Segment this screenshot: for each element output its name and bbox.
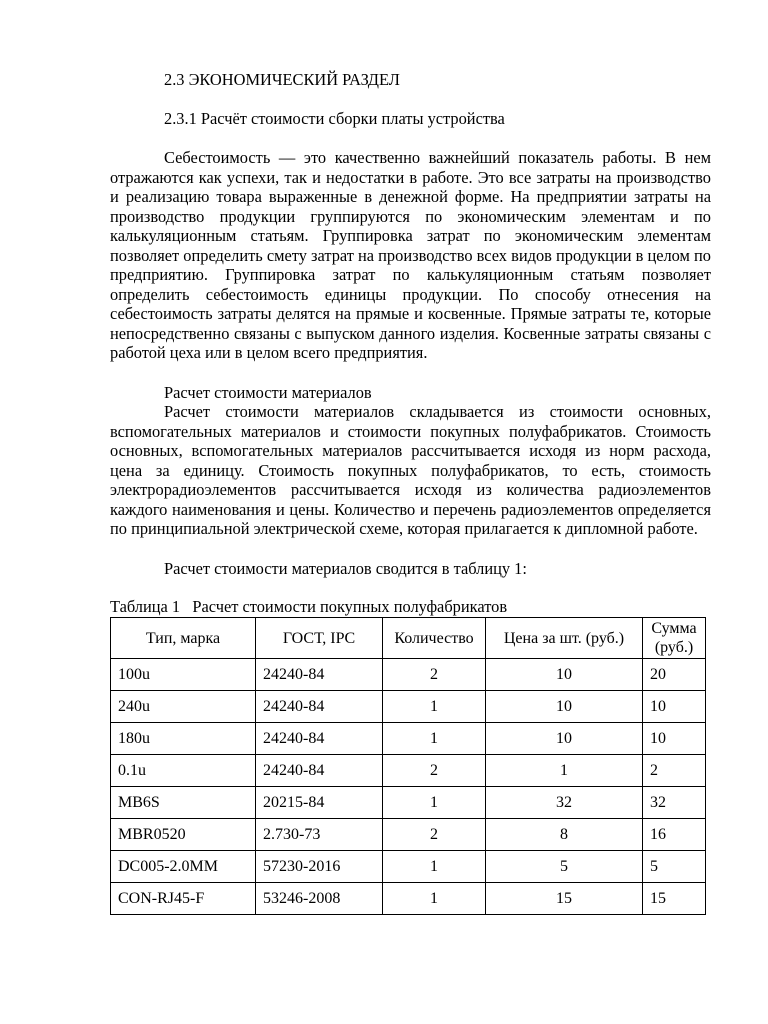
- table-row: [111, 883, 706, 915]
- table-row: [111, 723, 706, 755]
- cell-quantity: 2: [383, 659, 486, 691]
- table-caption: Таблица 1 Расчет стоимости покупных полуфабрикатов: [110, 597, 508, 616]
- cell-quantity: 1: [383, 691, 486, 723]
- cost-table: [110, 617, 706, 915]
- header-gost: ГОСТ, IPC: [256, 618, 383, 659]
- cell-type: 180u: [111, 723, 256, 755]
- header-type: Тип, марка: [111, 618, 256, 659]
- cell-sum: 2: [643, 755, 706, 787]
- cell-sum: 10: [643, 723, 706, 755]
- table-row: [111, 659, 706, 691]
- cell-price: 1: [486, 755, 643, 787]
- cell-gost: 24240-84: [256, 755, 383, 787]
- cell-quantity: 1: [383, 787, 486, 819]
- cell-type: 0.1u: [111, 755, 256, 787]
- header-sum: Сумма (руб.): [643, 618, 706, 659]
- cell-sum: 15: [643, 883, 706, 915]
- paragraph-cost: Себестоимость — это качественно важнейший показатель работы. В нем отражаются как успехи, так и недостатки в работе. Это все затраты на производство и реализацию товара выраженные в денежной форме. На предприятии затраты на производство продукции группируются по экономическим элементам и по калькуляционным статьям. Группировка затрат по экономическим элементам позволяет определить смету затрат на производство всех видов продукции в целом по предприятию. Группировка затрат по калькуляционным статьям позволяет определить себестоимость единицы продукции. По способу отнесения на себестоимость затраты делятся на прямые и косвенные. Прямые затраты те, которые непосредственно связаны с выпуском данного изделия. Косвенные затраты связаны с работой цеха или в целом всего предприятия.: [110, 148, 711, 362]
- cell-price: 10: [486, 659, 643, 691]
- cell-quantity: 2: [383, 819, 486, 851]
- table-row: [111, 787, 706, 819]
- cell-type: CON-RJ45-F: [111, 883, 256, 915]
- cell-quantity: 1: [383, 883, 486, 915]
- cell-gost: 20215-84: [256, 787, 383, 819]
- section-title: 2.3 ЭКОНОМИЧЕСКИЙ РАЗДЕЛ: [164, 70, 400, 89]
- cell-gost: 2.730-73: [256, 819, 383, 851]
- cell-quantity: 1: [383, 723, 486, 755]
- table-row: [111, 755, 706, 787]
- cell-type: DC005-2.0MM: [111, 851, 256, 883]
- cell-sum: 20: [643, 659, 706, 691]
- cell-quantity: 2: [383, 755, 486, 787]
- subsection-title: 2.3.1 Расчёт стоимости сборки платы устройства: [164, 109, 505, 128]
- paragraph-table-reference: Расчет стоимости материалов сводится в таблицу 1:: [164, 559, 527, 578]
- table-row: [111, 819, 706, 851]
- cell-quantity: 1: [383, 851, 486, 883]
- cell-gost: 53246-2008: [256, 883, 383, 915]
- header-quantity: Количество: [383, 618, 486, 659]
- table-header-row: [111, 618, 706, 659]
- cell-price: 10: [486, 691, 643, 723]
- cell-price: 8: [486, 819, 643, 851]
- cell-gost: 24240-84: [256, 659, 383, 691]
- cell-type: MB6S: [111, 787, 256, 819]
- cell-price: 15: [486, 883, 643, 915]
- cell-price: 5: [486, 851, 643, 883]
- cell-sum: 10: [643, 691, 706, 723]
- cell-price: 32: [486, 787, 643, 819]
- table-row: [111, 691, 706, 723]
- paragraph-materials: Расчет стоимости материалов складывается из стоимости основных, вспомогательных материалов и стоимости покупных полуфабрикатов. Стоимость основных, вспомогательных материалов рассчитывается исходя из норм расхода, цена за единицу. Стоимость покупных полуфабрикатов, то есть, стоимость электрорадиоэлементов рассчитывается исходя из количества радиоэлементов каждого наименования и цены. Количество и перечень радиоэлементов определяется по принципиальной электрической схеме, которая прилагается к дипломной работе.: [110, 402, 711, 538]
- cell-type: MBR0520: [111, 819, 256, 851]
- cell-gost: 24240-84: [256, 691, 383, 723]
- cell-sum: 32: [643, 787, 706, 819]
- cell-type: 100u: [111, 659, 256, 691]
- cell-gost: 24240-84: [256, 723, 383, 755]
- header-price: Цена за шт. (руб.): [486, 618, 643, 659]
- cell-gost: 57230-2016: [256, 851, 383, 883]
- table-row: [111, 851, 706, 883]
- heading-materials: Расчет стоимости материалов: [164, 383, 372, 402]
- cell-type: 240u: [111, 691, 256, 723]
- cell-sum: 16: [643, 819, 706, 851]
- cell-sum: 5: [643, 851, 706, 883]
- cell-price: 10: [486, 723, 643, 755]
